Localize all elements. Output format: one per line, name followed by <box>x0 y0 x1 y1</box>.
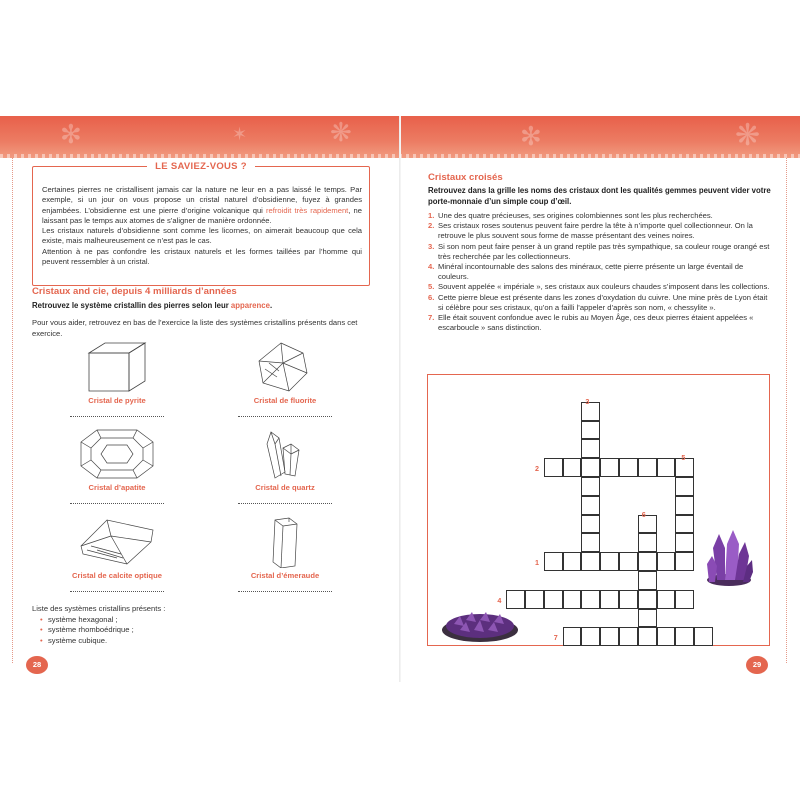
cube-crystal-icon <box>77 341 157 393</box>
starfish-decoration-icon: ✶ <box>232 124 248 145</box>
crossword-cell[interactable] <box>581 477 600 496</box>
crossword-cell[interactable] <box>675 590 694 609</box>
crossword-cell[interactable] <box>675 515 694 534</box>
answer-line[interactable] <box>70 416 164 417</box>
amethyst-cluster-icon <box>703 526 755 588</box>
did-you-know-title: LE SAVIEZ-VOUS ? <box>33 161 369 172</box>
crossword-clue-number: 6 <box>641 509 646 519</box>
crystal-label: Cristal d’émeraude <box>250 571 320 580</box>
crossword-title: Cristaux croisés <box>428 172 503 183</box>
book-spread <box>0 116 800 682</box>
crossword-cell[interactable] <box>619 627 638 646</box>
crossword-cell[interactable] <box>581 552 600 571</box>
highlight-text: refroidit très rapidement <box>266 205 349 215</box>
clue-item: 5. Souvent appelée « impériale », ses cristaux aux couleurs chaudes s’imposent dans les collections. <box>428 282 770 292</box>
crystal-label: Cristal de calcite optique <box>72 571 162 580</box>
crossword-cell[interactable] <box>657 458 676 477</box>
crossword-cell[interactable] <box>581 533 600 552</box>
left-page-dotted-border <box>12 158 13 663</box>
crystal-label: Cristal de quartz <box>255 483 315 492</box>
crossword-cell[interactable] <box>619 590 638 609</box>
crossword-clue-number: 7 <box>553 633 558 643</box>
clue-item: 1. Une des quatre précieuses, ses origines colombiennes sont les plus recherchées. <box>428 211 713 220</box>
crystal-item <box>42 516 192 596</box>
crossword-cell[interactable] <box>581 515 600 534</box>
coral-decoration-icon: ✻ <box>60 120 82 150</box>
amethyst-geode-icon <box>440 606 520 644</box>
crossword-cell[interactable] <box>581 421 600 440</box>
crystal-item <box>42 341 192 421</box>
crossword-cell[interactable] <box>581 590 600 609</box>
answer-line[interactable] <box>70 591 164 592</box>
coral-decoration-icon: ❋ <box>735 118 761 153</box>
crossword-cell[interactable] <box>638 571 657 590</box>
faceted-round-crystal-icon <box>77 428 157 480</box>
crossword-cell[interactable] <box>638 590 657 609</box>
crossword-clue-number: 2 <box>535 464 539 474</box>
crossword-cell[interactable] <box>544 590 563 609</box>
crossword-cell[interactable] <box>600 590 619 609</box>
did-you-know-box <box>32 161 370 286</box>
crossword-cell[interactable] <box>675 627 694 646</box>
crossword-clue-number: 3 <box>585 397 590 406</box>
crossword-cell[interactable] <box>563 627 582 646</box>
crossword-cell[interactable] <box>600 627 619 646</box>
rhombohedron-crystal-icon <box>77 516 157 568</box>
coral-decoration-icon: ❋ <box>330 118 352 148</box>
crossword-cell[interactable] <box>544 552 563 571</box>
answer-line[interactable] <box>70 503 164 504</box>
list-item: • système hexagonal ; <box>40 615 165 626</box>
crystal-item <box>210 341 360 421</box>
crossword-cell[interactable] <box>581 627 600 646</box>
crossword-cell[interactable] <box>525 590 544 609</box>
crossword-cell[interactable] <box>563 590 582 609</box>
crossword-cell[interactable] <box>638 458 657 477</box>
crossword-lead: Retrouvez dans la grille les noms des cristaux dont les qualités gemmes peuvent vider votre porte-monnaie d’un simple coup d’œil. <box>428 186 771 206</box>
section-title: Cristaux and cie, depuis 4 milliards d’années <box>32 286 237 297</box>
crossword-cell[interactable] <box>600 458 619 477</box>
systems-intro: Liste des systèmes cristallins présents : <box>32 604 166 613</box>
crossword-cell[interactable] <box>675 533 694 552</box>
crossword-cell[interactable] <box>581 439 600 458</box>
crystal-label: Cristal d’apatite <box>88 483 146 492</box>
crossword-cell[interactable] <box>544 458 563 477</box>
octahedron-crystal-icon <box>245 341 325 393</box>
crossword-cell[interactable] <box>619 552 638 571</box>
page-number-right: 29 <box>746 656 768 674</box>
page-number-left: 28 <box>26 656 48 674</box>
crossword-cell[interactable] <box>638 515 657 534</box>
clue-item: 6. Cette pierre bleue est présente dans les zones d’oxydation du cuivre. Une mine près de Lyon était si célèbre pour ses cristaux, qu’on a failli l’appeler d’après son nom, « chessylite ». <box>428 292 768 312</box>
crossword-cell[interactable] <box>638 627 657 646</box>
did-you-know-text: Certaines pierres ne cristallisent jamais car la nature ne leur en a pas laissé le temps. Par exemple, si un jour on vous propose un cristal naturel d’obsidienne, fuyez à grandes enjambées. L’obsidienne est une pierre d’origine volcanique qui refroidit très rapidement, ne laissant pas le temps aux atomes de s’aligner de manière ordonnée. Les cristaux naturels d’obsidienne sont comme les licornes, on aimerait beaucoup que cela existe, mais malheureusement ce n’est pas le cas. Attention à ne pas confondre les cristaux naturels et les formes taillées par l’homme qui peuvent ressembler à un cristal. <box>42 185 362 267</box>
answer-line[interactable] <box>238 503 332 504</box>
crossword-cell[interactable] <box>563 458 582 477</box>
crossword-cell[interactable] <box>581 496 600 515</box>
exercise-lead: Retrouvez le système cristallin des pierres selon leur apparence. <box>32 301 273 310</box>
answer-line[interactable] <box>238 591 332 592</box>
crossword-cell[interactable] <box>657 552 676 571</box>
hexagonal-prism-icon <box>245 516 325 568</box>
crossword-cell[interactable] <box>657 627 676 646</box>
crossword-cell[interactable] <box>657 590 676 609</box>
crystal-item <box>42 428 192 508</box>
crossword-cell[interactable] <box>581 402 600 421</box>
crystal-label: Cristal de pyrite <box>88 396 146 405</box>
crystal-item <box>210 516 360 596</box>
crossword-clue-number: 5 <box>681 453 686 463</box>
clue-item: 3. Si son nom peut faire penser à un grand reptile pas très sympathique, sa couleur rouge orangé est très recherchée par les collectionneurs. <box>428 241 770 261</box>
answer-line[interactable] <box>238 416 332 417</box>
list-item: • système cubique. <box>40 636 165 647</box>
crossword-cell[interactable] <box>675 477 694 496</box>
quartz-cluster-icon <box>245 428 325 480</box>
crystal-item <box>210 428 360 508</box>
crossword-cell[interactable] <box>675 552 694 571</box>
clue-item: 4. Minéral incontournable des salons des minéraux, cette pierre présente un large éventail de couleurs. <box>428 262 744 282</box>
crystal-systems-list <box>32 604 165 646</box>
coral-decoration-icon: ✻ <box>520 122 542 152</box>
exercise-instructions: Pour vous aider, retrouvez en bas de l’exercice la liste des systèmes cristallins présents dans cet exercice. <box>32 318 358 338</box>
clue-item: 7. Elle était souvent confondue avec le rubis au Moyen Âge, ces deux pierres étaient appelées « escarboucle » sans distinction. <box>428 313 754 333</box>
clue-item: 2. Ses cristaux roses soutenus peuvent faire perdre la tête à n’importe quel collectionneur. On la retrouve le plus souvent sous forme de masse présentant des veines noires. <box>428 221 753 241</box>
page-fold <box>399 116 401 682</box>
crossword-cell[interactable] <box>638 533 657 552</box>
crossword-clue-number: 4 <box>497 595 502 605</box>
crossword-cell[interactable] <box>638 609 657 628</box>
crossword-cell[interactable] <box>638 552 657 571</box>
crossword-cell[interactable] <box>581 458 600 477</box>
clue-list <box>428 211 773 333</box>
crossword-cell[interactable] <box>563 552 582 571</box>
crossword-cell[interactable] <box>619 458 638 477</box>
crossword-cell[interactable] <box>600 552 619 571</box>
crossword-cell[interactable] <box>694 627 713 646</box>
right-page-dotted-border <box>786 158 787 663</box>
crystal-label: Cristal de fluorite <box>253 396 317 405</box>
crossword-clue-number: 1 <box>535 558 539 568</box>
list-item: • système rhomboédrique ; <box>40 625 165 636</box>
crossword-cell[interactable] <box>675 496 694 515</box>
